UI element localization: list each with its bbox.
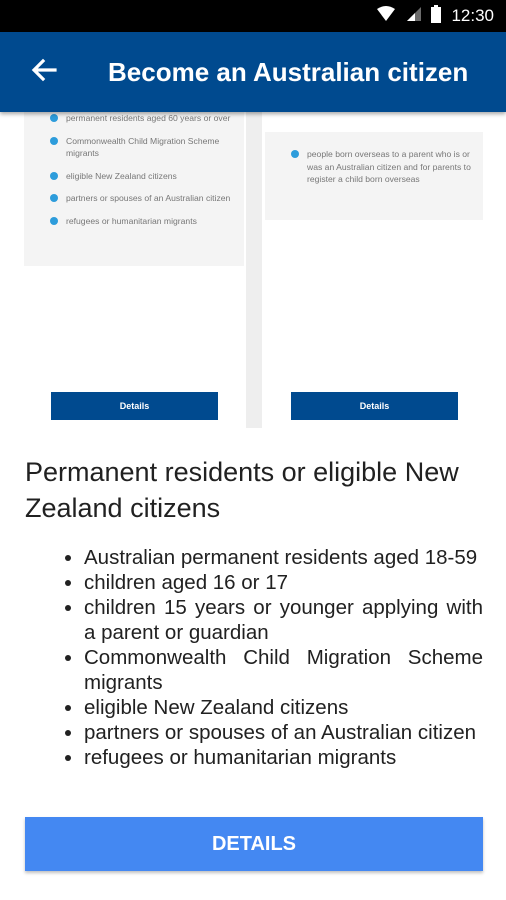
status-bar: [0, 0, 506, 32]
check-icon: [50, 194, 58, 202]
check-icon: [50, 114, 58, 122]
check-icon: [50, 172, 58, 180]
eligibility-list: [60, 545, 483, 770]
pathway-card-list: [50, 112, 236, 237]
signal-icon: [405, 6, 421, 27]
status-icons: [377, 0, 494, 32]
list-item: • Australian permanent residents aged 18-59: [84, 545, 483, 570]
list-item: Commonwealth Child Migration Scheme migrants: [50, 135, 236, 160]
list-item: refugees or humanitarian migrants: [50, 215, 236, 228]
battery-icon: [431, 5, 441, 28]
page-title: Become an Australian citizen: [108, 57, 469, 87]
card-divider: [246, 112, 262, 428]
list-item: • children 15 years or younger applying with a parent or guardian: [84, 595, 483, 645]
check-icon: [50, 137, 58, 145]
list-item: • Commonwealth Child Migration Scheme migrants: [84, 645, 483, 695]
pathway-card-list: [291, 148, 477, 196]
wifi-icon: [377, 6, 395, 27]
list-item: permanent residents aged 60 years or over: [50, 112, 236, 125]
list-item: • eligible New Zealand citizens: [84, 695, 483, 720]
back-button[interactable]: [22, 52, 66, 92]
app-bar: [0, 32, 506, 112]
card-details-button-right[interactable]: Details: [291, 392, 458, 420]
list-item: • children aged 16 or 17: [84, 570, 483, 595]
check-icon: [50, 217, 58, 225]
status-time: 12:30: [451, 6, 494, 25]
list-item: people born overseas to a parent who is or was an Australian citizen and for parents to register a child born overseas: [291, 148, 477, 186]
pathway-preview: [0, 112, 506, 428]
pathway-card-right: [265, 132, 483, 220]
section-title: Permanent residents or eligible New Zealand citizens: [25, 457, 459, 523]
list-item: eligible New Zealand citizens: [50, 170, 236, 183]
list-item: partners or spouses of an Australian citizen: [50, 192, 236, 205]
card-details-button-left[interactable]: Details: [51, 392, 218, 420]
arrow-left-icon: [31, 58, 57, 87]
list-item: • refugees or humanitarian migrants: [84, 745, 483, 770]
details-button[interactable]: DETAILS: [25, 817, 483, 871]
check-icon: [291, 150, 299, 158]
pathway-card-left: [24, 112, 244, 266]
list-item: • partners or spouses of an Australian citizen: [84, 720, 483, 745]
